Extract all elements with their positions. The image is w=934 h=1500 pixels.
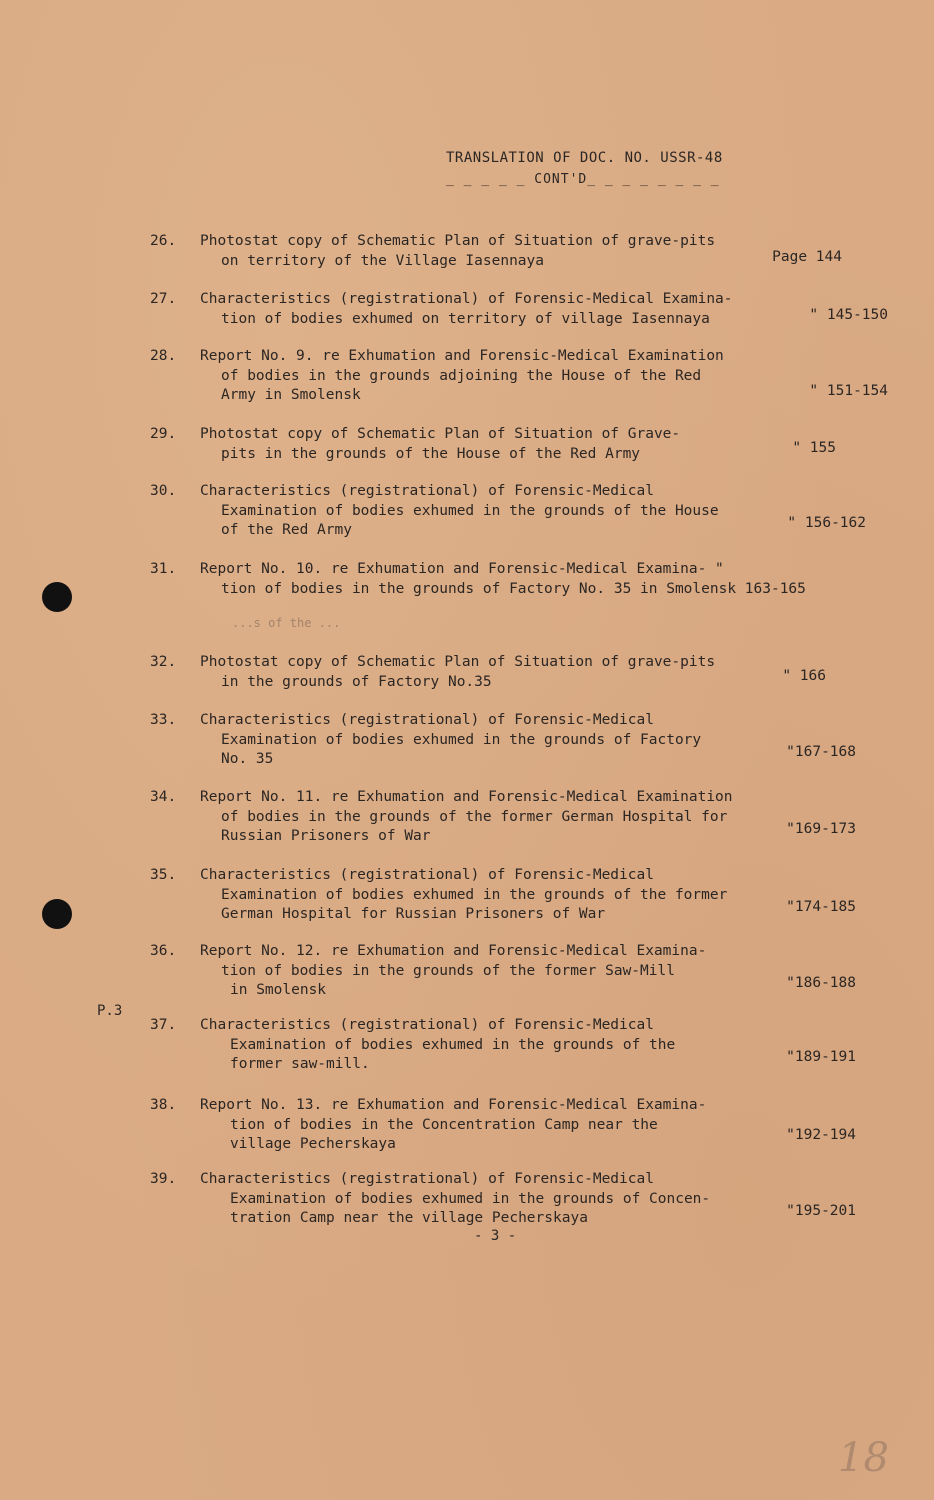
- entry-line: Characteristics (registrational) of Forensic-Medical: [200, 867, 654, 883]
- entry-line: No. 35: [221, 751, 274, 767]
- list-item: [150, 1096, 880, 1155]
- entry-line: Characteristics (registrational) of Forensic-Medical: [200, 1017, 654, 1033]
- entry-number: 39.: [150, 1171, 177, 1187]
- document-subtitle: _ _ _ _ _ CONT'D_ _ _ _ _ _ _ _: [446, 172, 720, 187]
- entry-line: Examination of bodies exhumed in the grounds of the former: [221, 886, 728, 903]
- entry-number: 28.: [150, 348, 177, 364]
- entry-line: Report No. 10. re Exhumation and Forensic-Medical Examina- ": [200, 561, 724, 577]
- entry-line: Photostat copy of Schematic Plan of Situation of grave-pits: [200, 654, 716, 670]
- list-item: [150, 653, 880, 692]
- entry-line: tration Camp near the village Pecherskaya: [230, 1210, 588, 1226]
- list-item: [150, 788, 880, 847]
- entry-line: of bodies in the grounds of the former German Hospital for: [221, 808, 728, 825]
- entry-page-ref: "192-194: [786, 1127, 856, 1143]
- list-item: [150, 1170, 880, 1229]
- entry-line: Examination of bodies exhumed in the grounds of the: [230, 1036, 676, 1053]
- entry-number: 36.: [150, 943, 177, 959]
- entry-line: of the Red Army: [221, 522, 352, 538]
- entry-number: 29.: [150, 426, 177, 442]
- entry-line: German Hospital for Russian Prisoners of War: [221, 906, 606, 922]
- entry-line: former saw-mill.: [230, 1056, 370, 1072]
- entry-page-ref: " 155: [792, 440, 836, 456]
- entry-line: Report No. 12. re Exhumation and Forensic-Medical Examina-: [200, 943, 707, 959]
- entry-line: Characteristics (registrational) of Forensic-Medical Examina-: [200, 291, 733, 307]
- entry-number: 34.: [150, 789, 177, 805]
- entry-page-ref: " 145-150: [809, 307, 888, 323]
- entry-line: Examination of bodies exhumed in the grounds of the House: [221, 502, 719, 519]
- entry-line: Russian Prisoners of War: [221, 828, 431, 844]
- entry-page-ref: "174-185: [786, 899, 856, 915]
- entry-number: 31.: [150, 561, 177, 577]
- entry-line: in Smolensk: [230, 982, 327, 998]
- entry-number: 35.: [150, 867, 177, 883]
- entry-page-ref: "186-188: [786, 975, 856, 991]
- entry-page-ref: "195-201: [786, 1203, 856, 1219]
- entry-line: on territory of the Village Iasennaya: [221, 252, 545, 269]
- entry-line: Report No. 13. re Exhumation and Forensic-Medical Examina-: [200, 1097, 707, 1113]
- entry-line: tion of bodies in the grounds of the former Saw-Mill: [221, 962, 675, 979]
- list-item: [150, 866, 880, 925]
- entry-number: 30.: [150, 483, 177, 499]
- list-item: [150, 560, 880, 599]
- entry-line: of bodies in the grounds adjoining the House of the Red: [221, 367, 702, 384]
- list-item: [150, 711, 880, 770]
- handwritten-mark: 18: [838, 1435, 889, 1481]
- entry-line: Characteristics (registrational) of Forensic-Medical: [200, 483, 654, 499]
- document-title: TRANSLATION OF DOC. NO. USSR-48: [446, 150, 723, 166]
- list-item: [150, 232, 880, 271]
- entry-number: 26.: [150, 233, 177, 249]
- faint-note: ...s of the ...: [232, 616, 341, 630]
- entry-page-ref: "169-173: [786, 821, 856, 837]
- list-item: [150, 942, 880, 1001]
- page-number: - 3 -: [474, 1228, 517, 1244]
- margin-label: P.3: [97, 1003, 123, 1019]
- list-item: [150, 425, 880, 464]
- punch-hole-top: [42, 582, 72, 612]
- entry-line: in the grounds of Factory No.35: [221, 673, 492, 690]
- entry-line: village Pecherskaya: [230, 1136, 396, 1152]
- entry-line: Examination of bodies exhumed in the grounds of Concen-: [230, 1190, 711, 1207]
- list-item: [150, 482, 880, 541]
- entry-line: tion of bodies in the Concentration Camp near the: [230, 1116, 658, 1133]
- entry-page-ref: " 166: [782, 668, 826, 684]
- entry-page-ref: "167-168: [786, 744, 856, 760]
- entry-line: Examination of bodies exhumed in the grounds of Factory: [221, 731, 702, 748]
- list-item: [150, 1016, 880, 1075]
- entry-page-ref: "189-191: [786, 1049, 856, 1065]
- entry-line: Army in Smolensk: [221, 387, 361, 403]
- entry-number: 32.: [150, 654, 177, 670]
- entry-line: Photostat copy of Schematic Plan of Situation of grave-pits: [200, 233, 716, 249]
- entry-line: Characteristics (registrational) of Forensic-Medical: [200, 712, 654, 728]
- entry-line: tion of bodies in the grounds of Factory No. 35 in Smolensk 163-165: [221, 580, 806, 597]
- entry-page-ref: " 151-154: [809, 383, 888, 399]
- punch-hole-bottom: [42, 899, 72, 929]
- entry-number: 33.: [150, 712, 177, 728]
- list-item: [150, 347, 888, 406]
- entry-page-ref: Page 144: [772, 249, 842, 265]
- entry-line: Report No. 11. re Exhumation and Forensic-Medical Examination: [200, 789, 733, 805]
- entry-number: 37.: [150, 1017, 177, 1033]
- entry-line: Characteristics (registrational) of Forensic-Medical: [200, 1171, 654, 1187]
- entry-number: 38.: [150, 1097, 177, 1113]
- entry-number: 27.: [150, 291, 177, 307]
- entry-line: pits in the grounds of the House of the Red Army: [221, 445, 641, 462]
- entry-line: Report No. 9. re Exhumation and Forensic-Medical Examination: [200, 348, 724, 364]
- entry-page-ref: " 156-162: [787, 515, 866, 531]
- entry-line: tion of bodies exhumed on territory of village Iasennaya: [221, 310, 710, 327]
- list-item: [150, 290, 888, 329]
- entry-line: Photostat copy of Schematic Plan of Situation of Grave-: [200, 426, 681, 442]
